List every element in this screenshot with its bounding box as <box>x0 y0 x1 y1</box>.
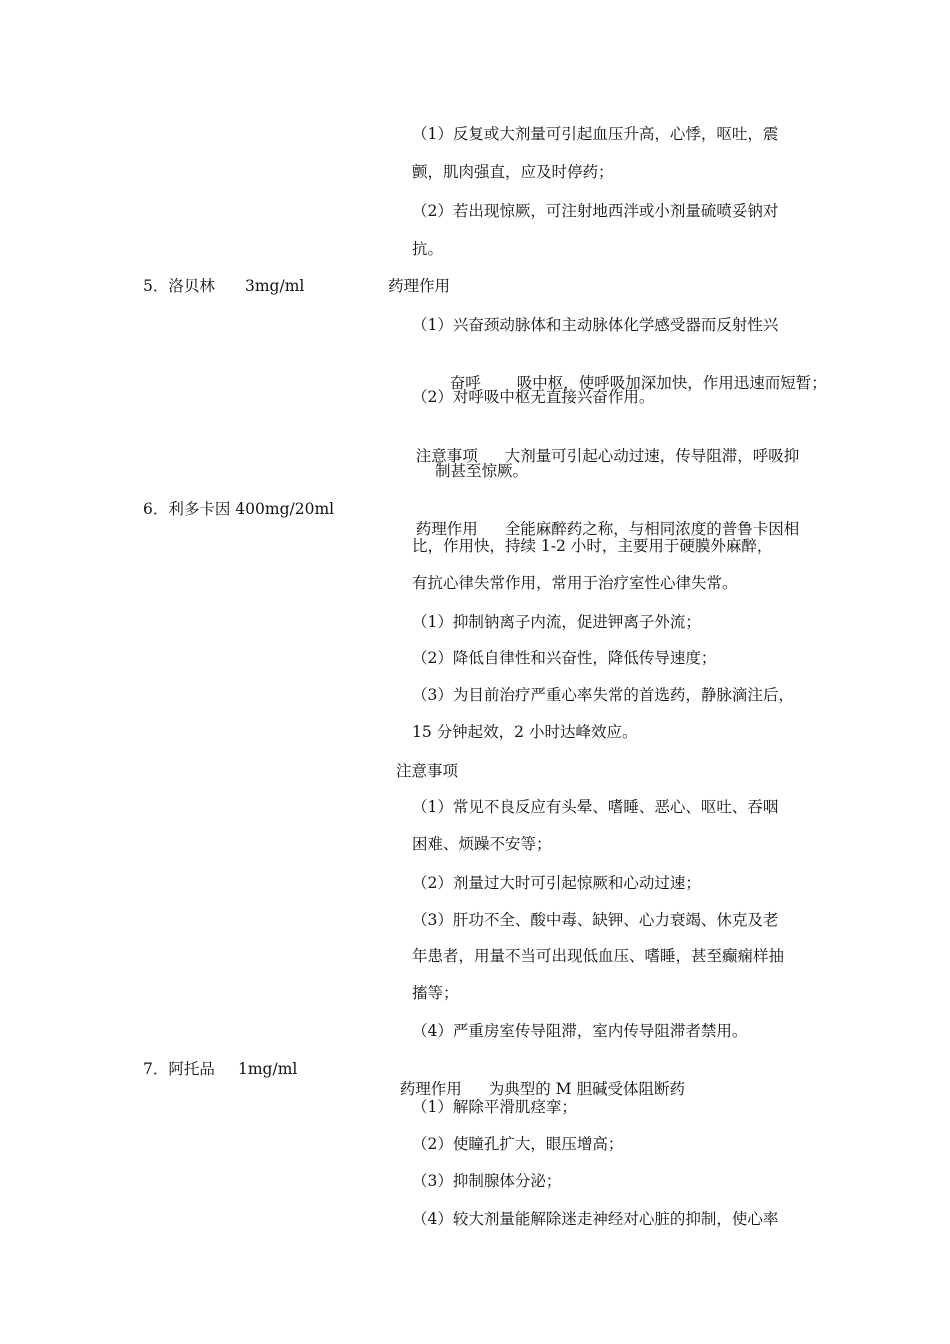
section-label: 药理作用 <box>399 1080 462 1098</box>
text-line: 颤，肌肉强直，应及时停药； <box>412 163 614 181</box>
text-line: 有抗心律失常作用，常用于治疗室性心律失常。 <box>412 574 738 592</box>
text-line: （3）为目前治疗严重心率失常的首选药，静脉滴注后， <box>412 686 794 704</box>
text-line: 年患者，用量不当可出现低血压、嗜睡，甚至癫痫样抽 <box>412 947 785 965</box>
text-line: （3）抑制腺体分泌； <box>412 1172 562 1190</box>
section-label: 药理作用 <box>388 277 451 295</box>
text-line: 搐等； <box>412 984 459 1002</box>
text-line: （1）解除平滑肌痉挛； <box>412 1098 577 1116</box>
text-fragment: 大剂量可引起心动过速，传导阻滞，呼吸抑 <box>504 447 800 465</box>
text-line: （2）使瞳孔扩大，眼压增高； <box>412 1135 624 1153</box>
text-line: （1）兴奋颈动脉体和主动脉体化学感受器而反射性兴 <box>412 316 779 334</box>
text-line: （2）对呼吸中枢无直接兴奋作用。 <box>412 388 655 406</box>
text-line: （2）若出现惊厥，可注射地西泮或小剂量硫喷妥钠对 <box>412 202 779 220</box>
drug-7-heading: 7．阿托品 <box>143 1060 215 1078</box>
text-line: 15 分钟起效，2 小时达峰效应。 <box>412 723 638 741</box>
text-line: （2）剂量过大时可引起惊厥和心动过速； <box>412 874 701 892</box>
text-line: （4）严重房室传导阻滞，室内传导阻滞者禁用。 <box>412 1022 748 1040</box>
drug-5-heading: 5．洛贝林 <box>143 277 215 295</box>
text-line: （4）较大剂量能解除迷走神经对心脏的抑制，使心率 <box>412 1210 779 1228</box>
section-label: 注意事项 <box>396 762 459 780</box>
drug-5-dose: 3mg/ml <box>245 277 305 295</box>
text-line: （1）常见不良反应有头晕、嗜睡、恶心、呕吐、吞咽 <box>412 798 779 816</box>
text-line: （1）反复或大剂量可引起血压升高，心悸，呕吐，震 <box>412 125 779 143</box>
section-label: 注意事项 <box>415 447 478 465</box>
text-line: （3）肝功不全、酸中毒、缺钾、心力衰竭、休克及老 <box>412 911 779 929</box>
text-line: （2）降低自律性和兴奋性，降低传导速度； <box>412 649 717 667</box>
text-fragment: 全能麻醉药之称，与相同浓度的普鲁卡因相 <box>504 520 800 538</box>
text-fragment: 奋呼 <box>449 374 481 392</box>
text-line: 比，作用快，持续 1-2 小时，主要用于硬膜外麻醉， <box>412 537 773 555</box>
text-line: 抗。 <box>412 240 444 258</box>
text-line: 困难、烦躁不安等； <box>412 835 552 853</box>
text-line: 制甚至惊厥。 <box>435 462 529 480</box>
drug-7-dose: 1mg/ml <box>238 1060 298 1078</box>
section-label: 药理作用 <box>415 520 478 538</box>
text-fragment: 为典型的 M 胆碱受体阻断药 <box>488 1080 685 1098</box>
text-line: （1）抑制钠离子内流，促进钾离子外流； <box>412 613 701 631</box>
text-fragment: 吸中枢，使呼吸加深加快，作用迅速而短暂； <box>516 374 827 392</box>
drug-6-heading: 6．利多卡因 400mg/20ml <box>143 500 335 518</box>
